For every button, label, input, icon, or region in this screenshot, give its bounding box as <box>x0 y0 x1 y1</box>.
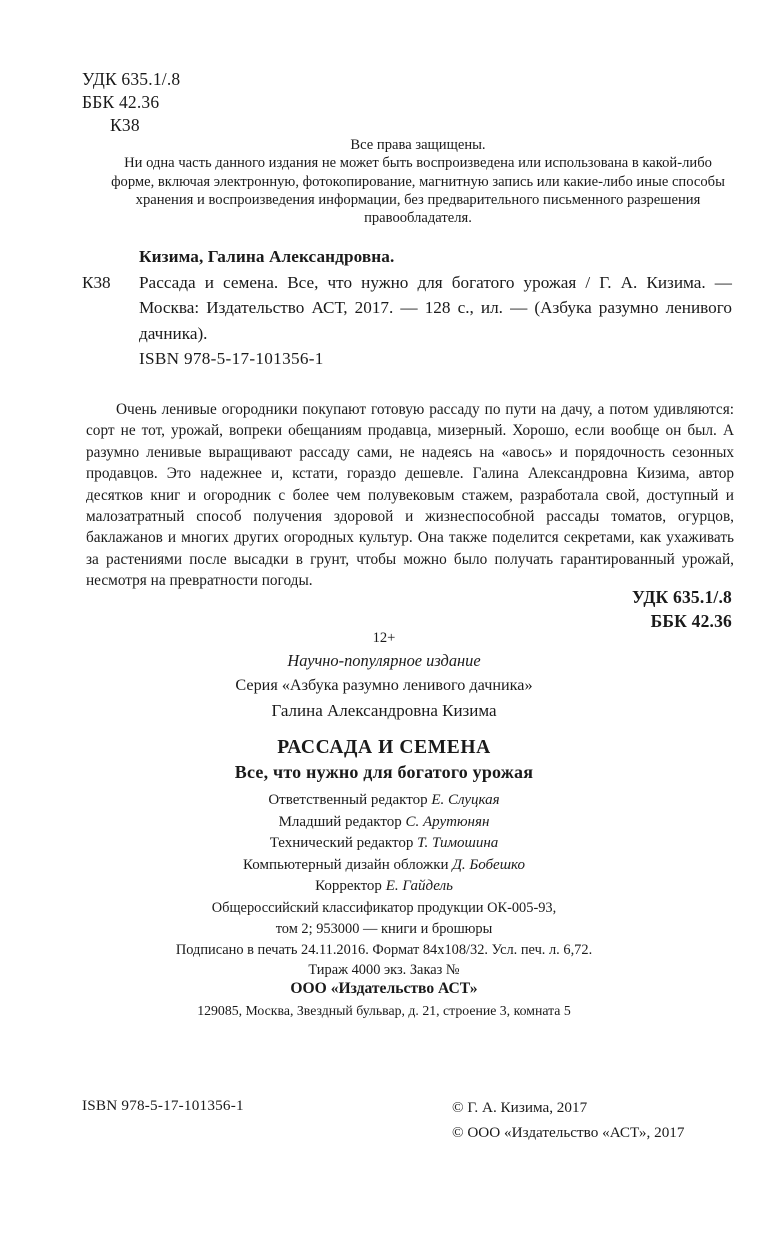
book-title: РАССАДА И СЕМЕНА <box>277 737 491 758</box>
edition-kind: Научно-популярное издание <box>287 651 481 670</box>
credit-line <box>0 833 768 855</box>
credit-line <box>0 790 768 812</box>
rights-notice <box>104 136 732 227</box>
publisher-block <box>0 978 768 1022</box>
series-name: Серия «Азбука разумно ленивого дачника» <box>235 676 533 694</box>
author-sign-code: К38 <box>110 115 140 135</box>
bbk-code: ББК 42.36 <box>82 92 160 112</box>
title-block <box>0 736 768 785</box>
credit-line <box>0 876 768 898</box>
circulation-info: Тираж 4000 экз. Заказ № <box>308 962 460 979</box>
classification-repeat-block <box>632 586 732 633</box>
rights-body: Ни одна часть данного издания не может быть воспроизведена или использована в какой-либо форме, включая электронную, фотокопирование, магнитную запись или какие-либо иные способы хранения и воспроизведения информации, без предварительного письменного разрешения правообладателя. <box>111 155 725 227</box>
imprint-block <box>0 628 768 724</box>
credit-role: Корректор <box>315 878 382 894</box>
annotation-text: Очень ленивые огородники покупают готовую рассаду по пути на дачу, а потом удивляются: сорт не тот, урожай, вопреки обещаниям продавца, мизерный. Хорошо, если вообще он был. А разумно ленивые выращивают рассаду сами, не надеясь на «авось» и порядочность сезонных продавцов. Это надежнее и, кстати, гораздо дешевле. Галина Александровна Кизима, автор десятков книг и огородник с более чем полувековым стажем, разработала свой, доступный и малозатратный способ получения здоровой и жизнеспособной рассады томатов, огурцов, баклажанов и многих других огородных культур. Она также поделится секретами, как ухаживать за растениями после высадки в грунт, чтобы можно было получать гарантированный урожай, несмотря на превратности погоды. <box>86 401 734 590</box>
publisher-company: ООО «Издательство АСТ» <box>290 980 478 997</box>
credit-line <box>0 812 768 834</box>
credit-name: Т. Тимошина <box>417 835 499 851</box>
credit-name: Д. Бобешко <box>452 856 525 873</box>
credit-name: С. Арутюнян <box>405 813 490 830</box>
bibliographic-record <box>82 244 732 346</box>
record-description-wrap <box>82 270 732 347</box>
isbn-main: ISBN 978-5-17-101356-1 <box>139 349 324 368</box>
isbn-footer: ISBN 978-5-17-101356-1 <box>82 1097 244 1114</box>
credit-name: Е. Слуцкая <box>431 792 500 808</box>
credits-block <box>0 790 768 898</box>
copyright-block <box>452 1096 685 1145</box>
credit-role: Ответственный редактор <box>268 792 428 808</box>
classifier-line-1: Общероссийский классификатор продукции ОК-005-93, <box>211 900 557 916</box>
print-info: Подписано в печать 24.11.2016. Формат 84х108/32. Усл. печ. л. 6,72. <box>175 941 593 958</box>
rights-heading: Все права защищены. <box>350 137 486 153</box>
classifier-line-2: том 2; 953000 — книги и брошюры <box>275 920 493 937</box>
age-rating: 12+ <box>372 630 396 646</box>
bbk-code-repeat: ББК 42.36 <box>650 610 732 631</box>
credit-line <box>0 855 768 877</box>
record-description: Рассада и семена. Все, что нужно для богатого урожая / Г. А. Кизима. — Москва: Издательство АСТ, 2017. — 128 с., ил. — (Азбука разумно ленивого дачника). <box>139 272 732 343</box>
production-block <box>0 898 768 981</box>
udk-code: УДК 635.1/.8 <box>82 69 181 89</box>
copyright-author: © Г. А. Кизима, 2017 <box>452 1099 588 1116</box>
credit-role: Технический редактор <box>269 835 414 851</box>
author-full-name: Галина Александровна Кизима <box>271 701 497 720</box>
copyright-publisher: © ООО «Издательство «АСТ», 2017 <box>452 1123 685 1141</box>
classification-block <box>82 68 180 137</box>
credit-role: Младший редактор <box>278 813 402 830</box>
record-shelf-mark: К38 <box>82 272 111 292</box>
publisher-address: 129085, Москва, Звездный бульвар, д. 21, строение 3, комната 5 <box>197 1003 571 1018</box>
book-subtitle: Все, что нужно для богатого урожая <box>234 762 534 782</box>
record-author: Кизима, Галина Александровна. <box>139 247 395 266</box>
credit-name: Е. Гайдель <box>385 878 453 894</box>
udk-code-repeat: УДК 635.1/.8 <box>632 587 732 607</box>
credit-role: Компьютерный дизайн обложки <box>243 856 449 873</box>
